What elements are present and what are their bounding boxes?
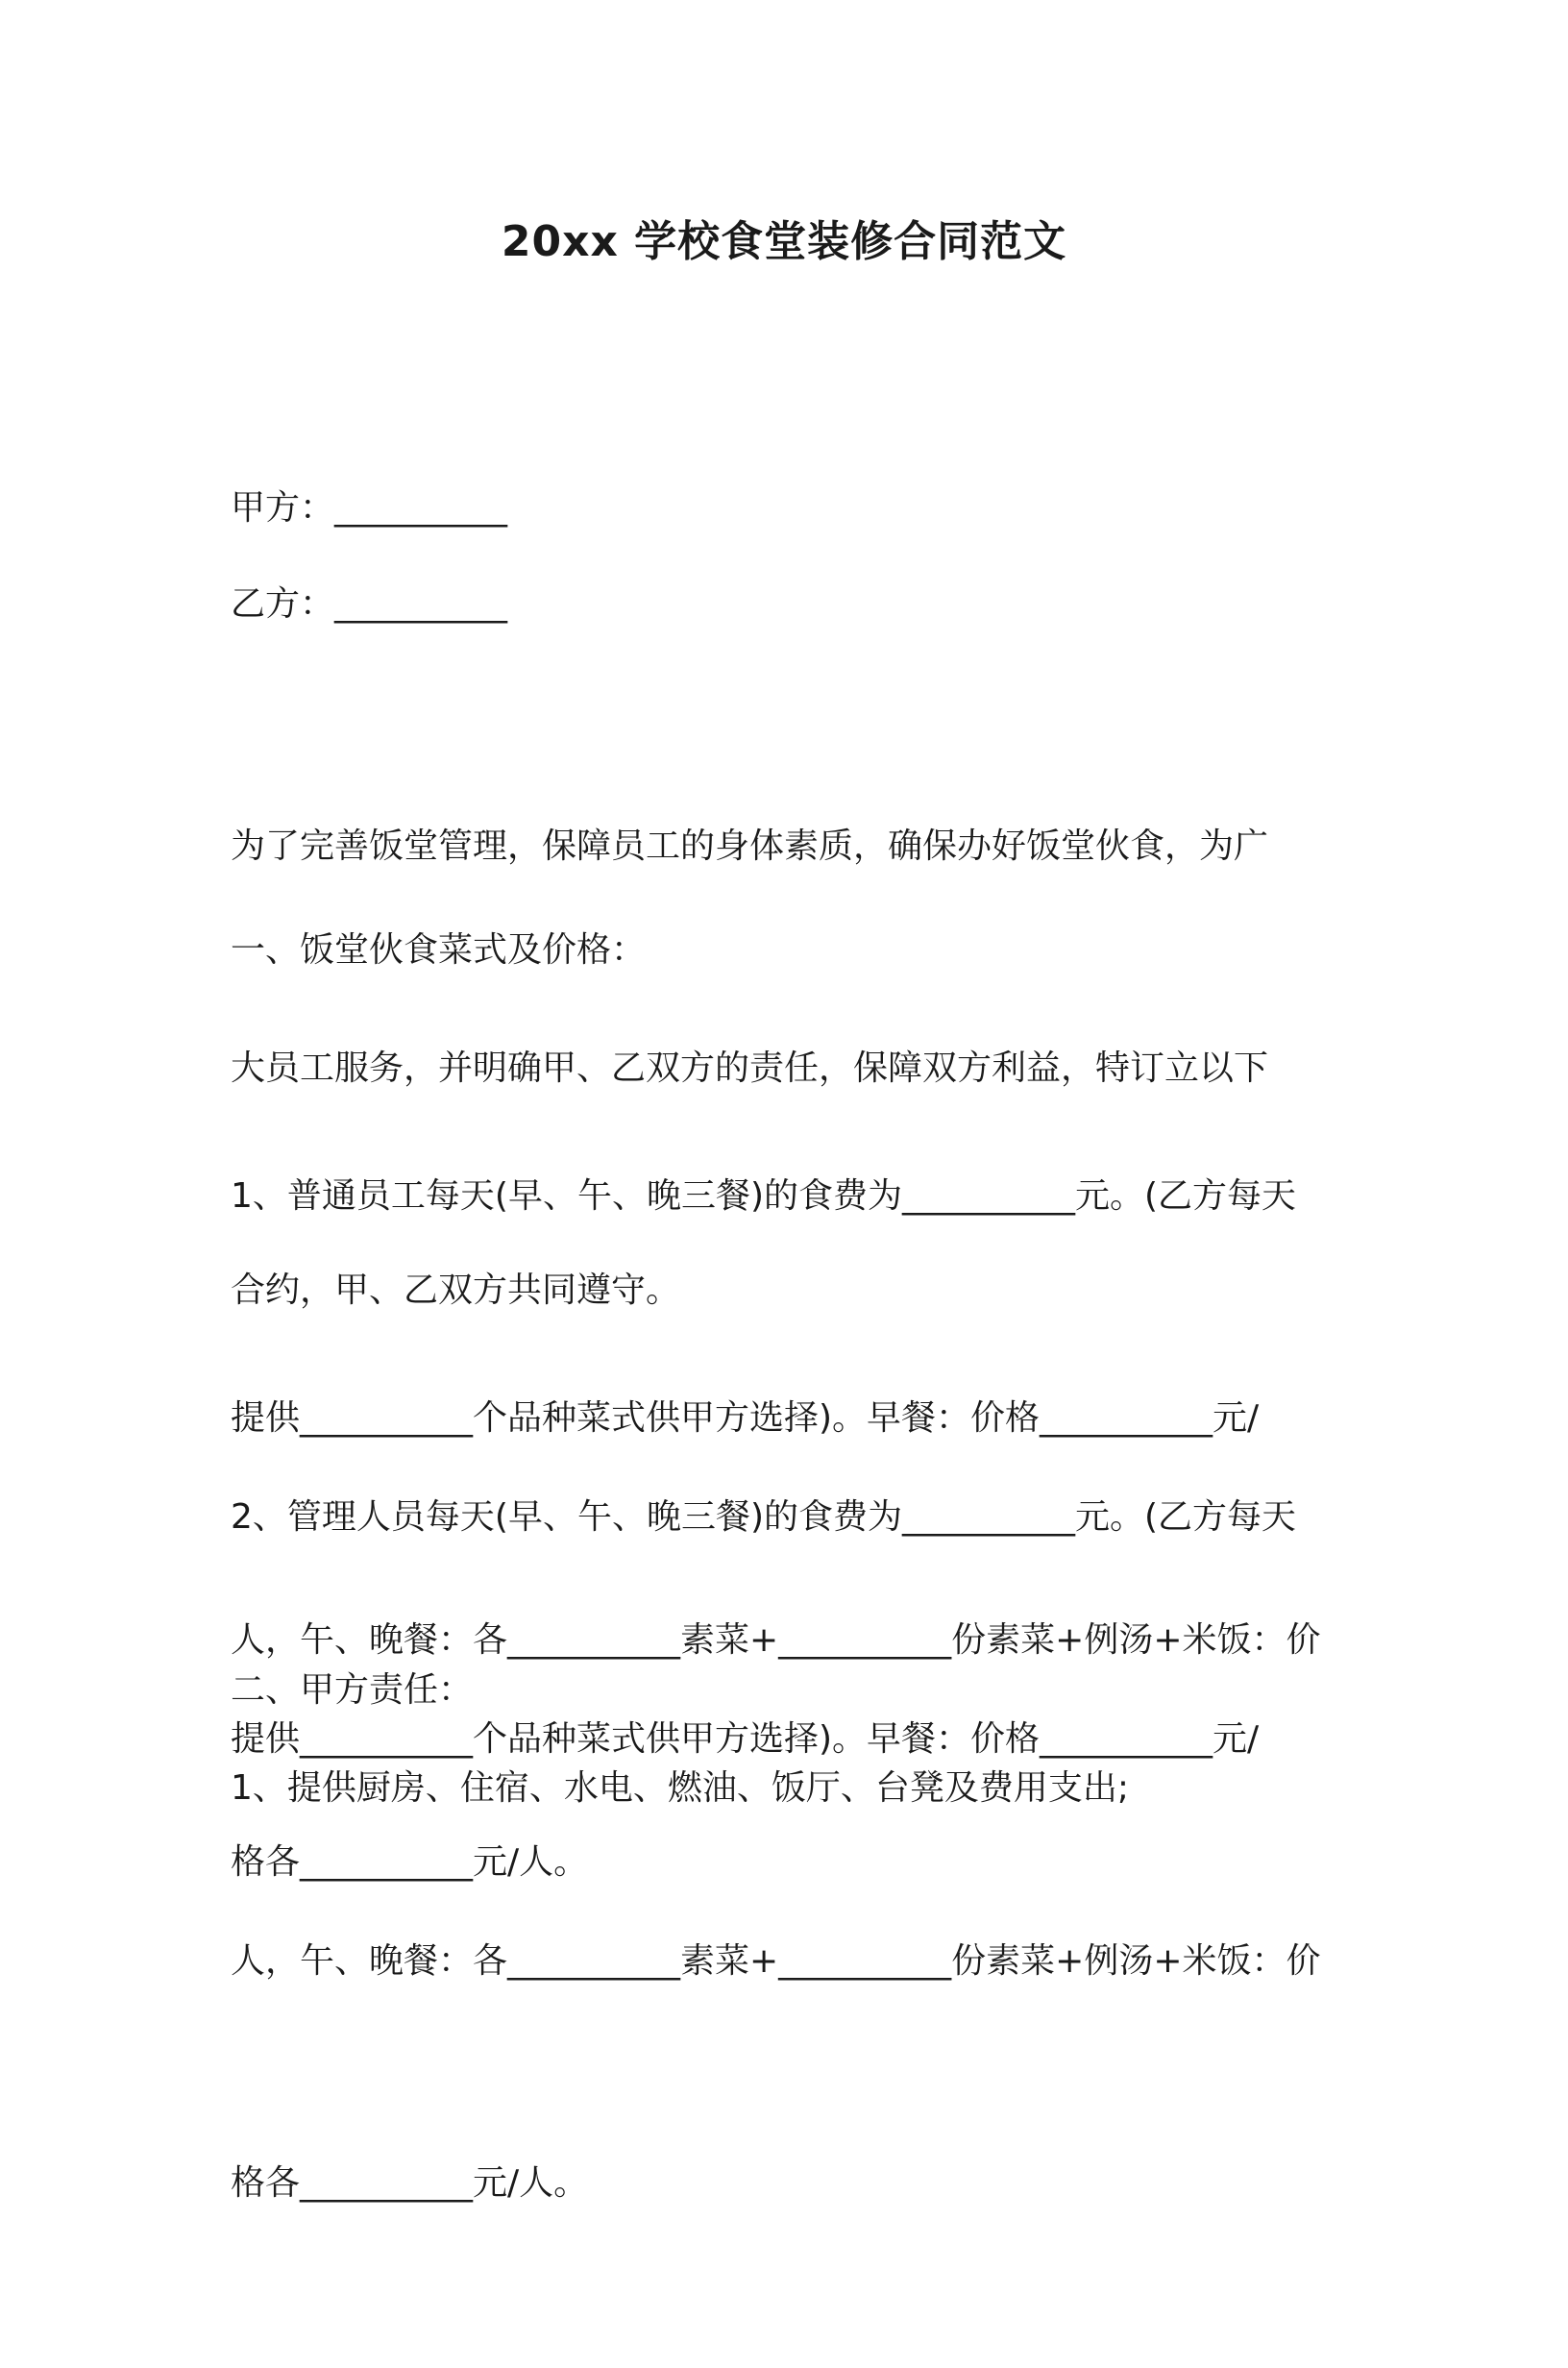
party-a-line: 甲方：__________ bbox=[231, 488, 508, 528]
party-b-line: 乙方：__________ bbox=[231, 584, 508, 624]
clause-line: 人，午、晚餐：各__________素菜+__________份素菜+例汤+米饭：价 bbox=[231, 1620, 1321, 1660]
clause-1-2 bbox=[231, 1332, 1335, 2368]
clause-line: 2、管理人员每天(早、午、晚三餐)的食费为__________元。(乙方每天 bbox=[231, 1497, 1297, 1537]
section-2-heading: 二、甲方责任： bbox=[231, 1670, 474, 1710]
section-1-heading: 一、饭堂伙食菜式及价格： bbox=[231, 930, 647, 970]
intro-line: 大员工服务，并明确甲、乙双方的责任，保障双方利益，特订立以下 bbox=[231, 1048, 1269, 1088]
clause-line: 人，午、晚餐：各__________素菜+__________份素菜+例汤+米饭：价 bbox=[231, 1941, 1321, 1981]
clause-line: 格各__________元/人。 bbox=[231, 1842, 589, 1882]
clause-line: 提供__________个品种菜式供甲方选择)。早餐：价格__________元/ bbox=[231, 1719, 1260, 1759]
clause-line: 格各__________元/人。 bbox=[231, 2163, 589, 2203]
intro-line: 合约，甲、乙双方共同遵守。 bbox=[231, 1270, 681, 1310]
document-title: 20xx 学校食堂装修合同范文 bbox=[501, 217, 1067, 266]
intro-line: 为了完善饭堂管理，保障员工的身体素质，确保办好饭堂伙食，为广 bbox=[231, 826, 1269, 866]
clause-line: 提供__________个品种菜式供甲方选择)。早餐：价格__________元/ bbox=[231, 1398, 1260, 1438]
clause-line: 1、普通员工每天(早、午、晚三餐)的食费为__________元。(乙方每天 bbox=[231, 1176, 1297, 1216]
clause-2-1: 1、提供厨房、住宿、水电、燃油、饭厅、台凳及费用支出; bbox=[231, 1768, 1130, 1808]
